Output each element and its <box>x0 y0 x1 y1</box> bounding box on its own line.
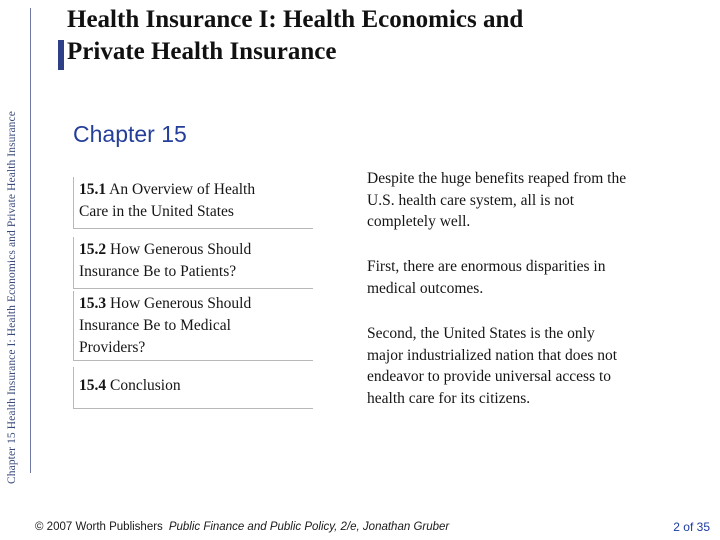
paragraph <box>367 323 677 409</box>
outline-item-text: How Generous Should <box>110 241 252 258</box>
outline-item-text: How Generous Should <box>110 295 252 312</box>
outline-item-number: 15.4 <box>79 377 107 394</box>
paragraph-line: endeavor to provide universal access to <box>367 368 612 385</box>
outline-item[interactable] <box>73 177 313 229</box>
chapter-heading: Chapter 15 <box>73 121 187 147</box>
section-outline <box>73 167 313 409</box>
page-number: 2 of 35 <box>673 520 710 534</box>
side-divider <box>30 8 31 473</box>
paragraph-line: Second, the United States is the only <box>367 325 595 342</box>
footer-credit <box>35 521 449 533</box>
outline-item[interactable] <box>73 367 313 409</box>
paragraph-line: Despite the huge benefits reaped from the <box>367 170 627 187</box>
paragraph-line: major industrialized nation that does not <box>367 346 618 364</box>
paragraph-line: completely well. <box>367 213 471 230</box>
title-accent-bar <box>58 40 64 70</box>
slide-title-line-1: Health Insurance I: Health Economics and <box>67 6 524 33</box>
paragraph-line: First, there are enormous disparities in <box>367 258 606 275</box>
outline-item-number: 15.2 <box>79 241 107 258</box>
copyright-text: © 2007 Worth Publishers <box>35 521 163 533</box>
paragraph-line: medical outcomes. <box>367 279 484 297</box>
outline-item-number: 15.1 <box>79 181 107 198</box>
outline-item[interactable] <box>73 291 313 361</box>
outline-item-number: 15.3 <box>79 295 107 312</box>
outline-item-text: Providers? <box>79 339 146 356</box>
paragraph <box>367 256 677 299</box>
slide-title-line-2: Private Health Insurance <box>67 38 337 65</box>
outline-item-text: Conclusion <box>110 377 181 394</box>
outline-item-text: An Overview of Health <box>109 181 256 198</box>
paragraph-line: U.S. health care system, all is not <box>367 191 575 209</box>
outline-item-text: Insurance Be to Patients? <box>79 263 237 280</box>
paragraph-line: health care for its citizens. <box>367 389 531 407</box>
slide-title <box>67 4 697 68</box>
book-citation: Public Finance and Public Policy, 2/e, Jonathan Gruber <box>168 521 450 533</box>
outline-item-text: Insurance Be to Medical <box>79 317 231 334</box>
paragraph <box>367 168 677 233</box>
outline-item[interactable] <box>73 237 313 289</box>
outline-item-text: Care in the United States <box>79 203 234 220</box>
running-header-vertical: Chapter 15 Health Insurance I: Health Economics and Private Health Insurance <box>6 111 18 484</box>
